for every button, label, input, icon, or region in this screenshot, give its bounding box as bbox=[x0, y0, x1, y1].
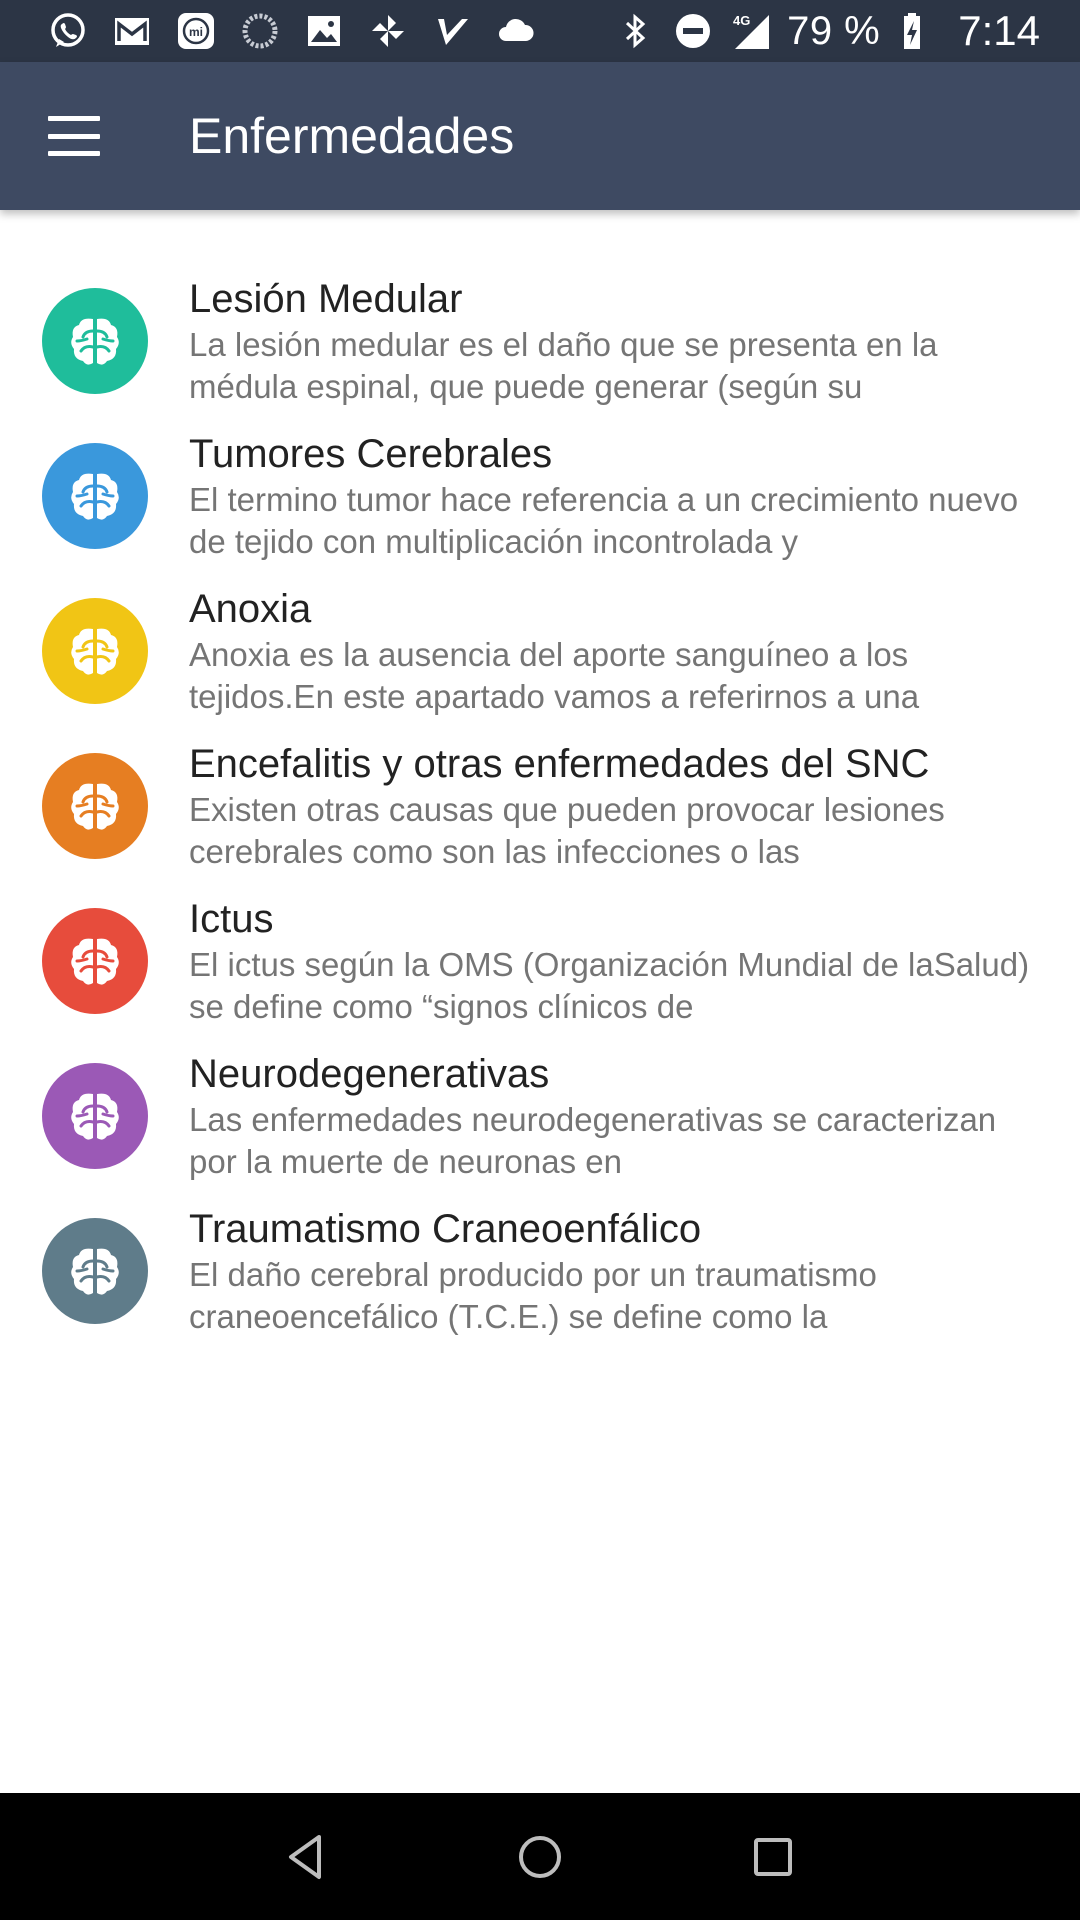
item-text bbox=[189, 741, 1049, 873]
do-not-disturb-icon bbox=[671, 9, 715, 53]
item-text bbox=[189, 276, 1049, 408]
battery-percent: 79 % bbox=[787, 8, 881, 53]
menu-icon[interactable] bbox=[48, 116, 100, 156]
brain-icon bbox=[65, 1241, 125, 1301]
clock: 7:14 bbox=[958, 7, 1040, 54]
item-title: Tumores Cerebrales bbox=[189, 432, 553, 476]
item-description: El daño cerebral producido por un traumatismo craneoencefálico (T.C.E.) se define como la bbox=[189, 1256, 877, 1335]
whatsapp-icon bbox=[46, 9, 90, 53]
loading-icon bbox=[238, 9, 282, 53]
item-title: Ictus bbox=[189, 897, 274, 941]
list-item-7[interactable] bbox=[0, 1200, 1080, 1355]
brain-icon bbox=[65, 1086, 125, 1146]
app-bar bbox=[0, 62, 1080, 210]
home-icon[interactable] bbox=[510, 1827, 570, 1887]
svg-text:mi: mi bbox=[188, 25, 204, 39]
status-bar bbox=[0, 0, 1080, 62]
list-item-5[interactable] bbox=[0, 890, 1080, 1045]
item-title: Encefalitis y otras enfermedades del SNC bbox=[189, 742, 930, 786]
item-avatar bbox=[42, 908, 148, 1014]
mi-icon bbox=[174, 9, 218, 53]
item-text bbox=[189, 1051, 1049, 1183]
brain-icon bbox=[65, 311, 125, 371]
brain-icon bbox=[65, 621, 125, 681]
item-avatar bbox=[42, 753, 148, 859]
item-description: El termino tumor hace referencia a un crecimiento nuevo de tejido con multiplicación incontrolada y bbox=[189, 481, 1019, 560]
status-right-icons bbox=[613, 7, 1040, 55]
list-item-2[interactable] bbox=[0, 425, 1080, 580]
status-left-icons bbox=[46, 9, 558, 53]
recents-icon[interactable] bbox=[743, 1827, 803, 1887]
list-item-4[interactable] bbox=[0, 735, 1080, 890]
page-title: Enfermedades bbox=[189, 108, 515, 164]
network-type-label: 4G bbox=[733, 13, 751, 28]
item-description: Anoxia es la ausencia del aporte sanguíneo a los tejidos.En este apartado vamos a referirnos a una bbox=[189, 636, 920, 715]
item-text bbox=[189, 896, 1049, 1028]
item-text bbox=[189, 431, 1049, 563]
bluetooth-icon bbox=[613, 9, 657, 53]
tick-icon bbox=[430, 9, 474, 53]
item-avatar bbox=[42, 598, 148, 704]
item-description: La lesión medular es el daño que se presenta en la médula espinal, que puede generar (según su bbox=[189, 326, 938, 405]
item-avatar bbox=[42, 288, 148, 394]
pinwheel-icon bbox=[366, 9, 410, 53]
item-title: Anoxia bbox=[189, 587, 312, 631]
signal-icon bbox=[729, 9, 773, 53]
cloud-icon bbox=[494, 9, 538, 53]
list-item-6[interactable] bbox=[0, 1045, 1080, 1200]
back-icon[interactable] bbox=[277, 1827, 337, 1887]
navigation-bar bbox=[0, 1793, 1080, 1920]
gallery-icon bbox=[302, 9, 346, 53]
item-text bbox=[189, 586, 1049, 718]
item-description: El ictus según la OMS (Organización Mundial de laSalud) se define como “signos clínicos de bbox=[189, 946, 1030, 1025]
item-title: Traumatismo Craneoenfálico bbox=[189, 1207, 702, 1251]
item-avatar bbox=[42, 1063, 148, 1169]
brain-icon bbox=[65, 931, 125, 991]
item-avatar bbox=[42, 1218, 148, 1324]
item-title: Neurodegenerativas bbox=[189, 1052, 550, 1096]
item-description: Existen otras causas que pueden provocar lesiones cerebrales como son las infecciones o las bbox=[189, 791, 945, 870]
list-item-1[interactable] bbox=[0, 270, 1080, 425]
item-title: Lesión Medular bbox=[189, 277, 463, 321]
list-item-3[interactable] bbox=[0, 580, 1080, 735]
item-description: Las enfermedades neurodegenerativas se caracterizan por la muerte de neuronas en bbox=[189, 1101, 997, 1180]
item-text bbox=[189, 1206, 1049, 1338]
brain-icon bbox=[65, 776, 125, 836]
disease-list bbox=[0, 270, 1080, 1355]
battery-charging-icon bbox=[894, 9, 938, 53]
brain-icon bbox=[65, 466, 125, 526]
item-avatar bbox=[42, 443, 148, 549]
gmail-icon bbox=[110, 9, 154, 53]
